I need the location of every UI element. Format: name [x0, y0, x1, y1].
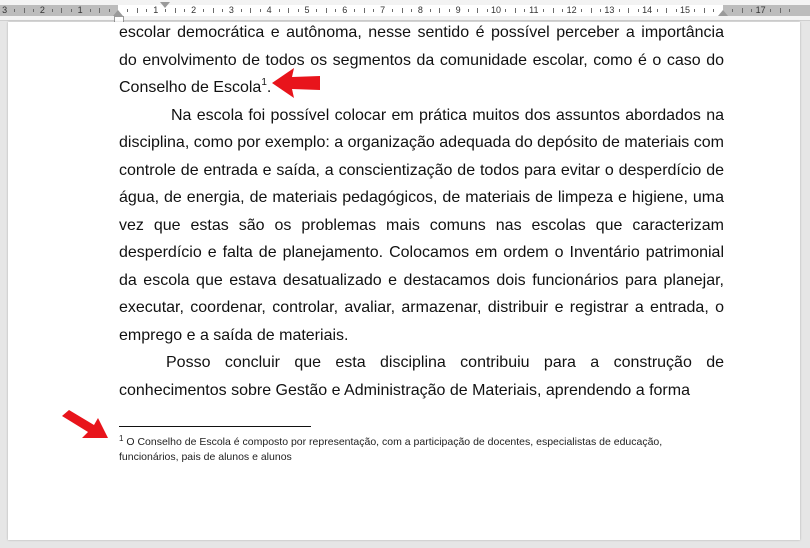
ruler-tick: [515, 8, 516, 13]
ruler-tick: [52, 9, 53, 12]
ruler-tick: [732, 9, 733, 12]
paragraph-1-text: escolar democrática e autônoma, nesse sentido é possível perceber a importância do envolvimento de todos os segmentos da comunidade escolar, como é o caso do Conselho de Escola: [119, 24, 724, 96]
ruler-number: 9: [455, 5, 461, 15]
ruler-tick: [14, 9, 15, 12]
ruler-tick: [770, 9, 771, 12]
ruler-tick: [90, 9, 91, 12]
ruler-tick: [335, 9, 336, 12]
ruler-number: 8: [417, 5, 423, 15]
ruler-tick: [222, 9, 223, 12]
ruler-number: 3: [2, 5, 8, 15]
ruler-tick: [373, 9, 374, 12]
ruler-tick: [175, 8, 176, 13]
ruler-tick: [213, 8, 214, 13]
ruler-number: 1: [77, 5, 83, 15]
ruler-number: 6: [342, 5, 348, 15]
ruler-tick: [789, 9, 790, 12]
ruler-tick: [562, 9, 563, 12]
ruler-number: 1: [153, 5, 159, 15]
ruler-tick: [780, 8, 781, 13]
ruler-number: 2: [191, 5, 197, 15]
footnote-text: O Conselho de Escola é composto por representação, com a participação de docentes, especialistas de educação, funcionários, pais de alunos e alunos: [119, 436, 663, 463]
ruler-number: 10: [490, 5, 501, 15]
ruler-left-margin: [0, 5, 118, 16]
ruler-tick: [279, 9, 280, 12]
ruler-number: 15: [679, 5, 690, 15]
document-body[interactable]: [119, 19, 724, 404]
ruler-number: 2: [39, 5, 45, 15]
ruler-tick: [600, 9, 601, 12]
ruler-tick: [638, 9, 639, 12]
paragraph-3[interactable]: Posso concluir que esta disciplina contribuiu para a construção de conhecimentos sobre Gestão e Administração de Materiais, aprendendo a forma: [119, 354, 724, 399]
ruler-tick: [657, 9, 658, 12]
ruler-tick: [61, 8, 62, 13]
ruler-tick: [676, 9, 677, 12]
ruler-number: 14: [642, 5, 653, 15]
ruler-tick: [581, 9, 582, 12]
ruler-tick: [326, 8, 327, 13]
ruler-tick: [619, 9, 620, 12]
ruler-number: 4: [266, 5, 272, 15]
document-page[interactable]: [8, 22, 800, 540]
ruler-number: 13: [604, 5, 615, 15]
ruler-tick: [591, 8, 592, 13]
paragraph-1-end: .: [266, 79, 272, 96]
ruler-tick: [127, 9, 128, 12]
footnote[interactable]: [119, 435, 724, 465]
ruler-tick: [694, 9, 695, 12]
ruler-number: 7: [380, 5, 386, 15]
ruler-number: 5: [304, 5, 310, 15]
paragraph-1[interactable]: [119, 19, 724, 102]
ruler-tick: [742, 8, 743, 13]
ruler-tick: [184, 9, 185, 12]
ruler-tick: [99, 8, 100, 13]
ruler-number: 11: [529, 5, 539, 15]
ruler-tick: [487, 9, 488, 12]
ruler-tick: [71, 9, 72, 12]
ruler-tick: [449, 9, 450, 12]
ruler-tick: [553, 8, 554, 13]
paragraph-2[interactable]: Na escola foi possível colocar em prática muitos dos assuntos abordados na disciplina, como por exemplo: a organização adequada do depósito de materiais com controle de entrada e saída, a conscientização de todos para evitar o desperdício de água, de energia, de materiais pedagógicos, de materiais de limpeza e higiene, uma vez que estas são os problemas mais comuns nas escolas que caracterizam desperdício e falta de planejamento. Colocamos em ordem o Inventário patrimonial da escola que estava desatualizado e destacamos dois funcionários para planejar, executar, coordenar, controlar, avaliar, armazenar, distribuir e registrar a entrada, o emprego e a saída de materiais.: [119, 106, 724, 344]
ruler-tick: [241, 9, 242, 12]
ruler-tick: [666, 8, 667, 13]
ruler-tick: [505, 9, 506, 12]
footnote-mark: 1: [119, 434, 124, 443]
ruler-number: 17: [755, 5, 766, 15]
ruler-tick: [628, 8, 629, 13]
ruler-tick: [477, 8, 478, 13]
ruler-tick: [250, 8, 251, 13]
ruler-number: 12: [566, 5, 577, 15]
ruler-tick: [392, 9, 393, 12]
ruler-tick: [24, 8, 25, 13]
ruler-tick: [354, 9, 355, 12]
ruler-tick: [33, 9, 34, 12]
ruler-tick: [288, 8, 289, 13]
ruler-tick: [751, 9, 752, 12]
ruler-tick: [704, 8, 705, 13]
footnote-reference[interactable]: 1: [261, 77, 267, 88]
ruler-tick: [203, 9, 204, 12]
ruler-tick: [316, 9, 317, 12]
ruler-tick: [402, 8, 403, 13]
ruler-tick: [260, 9, 261, 12]
ruler-tick: [411, 9, 412, 12]
ruler-tick: [468, 9, 469, 12]
ruler-tick: [165, 9, 166, 12]
ruler-tick: [137, 8, 138, 13]
ruler-tick: [543, 9, 544, 12]
ruler-tick: [524, 9, 525, 12]
right-indent-marker[interactable]: [718, 10, 728, 16]
horizontal-ruler[interactable]: [0, 0, 810, 21]
ruler-tick: [298, 9, 299, 12]
ruler-tick: [430, 9, 431, 12]
ruler-tick: [109, 9, 110, 12]
ruler-tick: [364, 8, 365, 13]
first-line-indent-marker[interactable]: [160, 2, 170, 8]
ruler-number: 3: [228, 5, 234, 15]
footnote-separator: [119, 426, 311, 427]
red-arrow-icon: [60, 408, 110, 442]
ruler-tick: [713, 9, 714, 12]
ruler-tick: [146, 9, 147, 12]
ruler-tick: [439, 8, 440, 13]
red-arrow-icon: [270, 66, 322, 100]
